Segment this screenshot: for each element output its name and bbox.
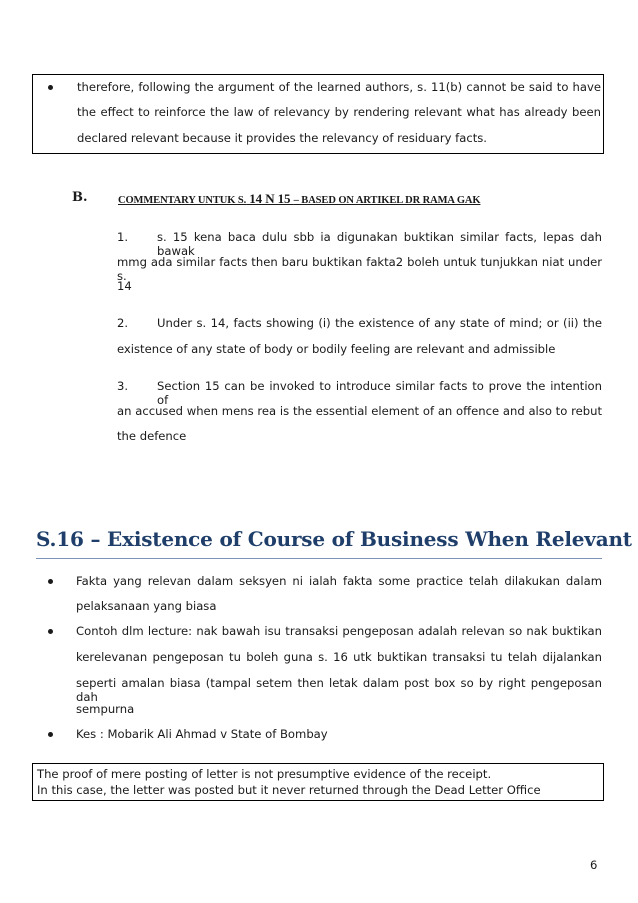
section-s16-heading: S.16 – Existence of Course of Business When Relevant xyxy=(36,527,632,551)
item-2-line-1: Under s. 14, facts showing (i) the existence of any state of mind; or (ii) the xyxy=(157,316,602,330)
s16-bullet-1-line-2: pelaksanaan yang biasa xyxy=(76,599,217,613)
s16-bullet-2-line-2: kerelevanan pengeposan tu boleh guna s. 16 utk buktikan transaksi tu telah dijalankan xyxy=(76,650,602,664)
section-b-title-part3: – BASED ON ARTIKEL DR RAMA GAK xyxy=(293,195,481,206)
item-1-line-2: mmg ada similar facts then baru buktikan fakta2 boleh untuk tunjukkan niat under s. xyxy=(117,255,602,283)
top-note-box xyxy=(32,74,604,154)
item-3-line-2: an accused when mens rea is the essential element of an offence and also to rebut xyxy=(117,404,602,418)
section-b-title-part1: COMMENTARY UNTUK S. xyxy=(118,195,247,206)
heading-underline xyxy=(36,558,602,559)
top-line-1: therefore, following the argument of the learned authors, s. 11(b) cannot be said to have xyxy=(77,80,601,94)
s16-bullet-2-line-4: sempurna xyxy=(76,702,135,716)
top-line-3: declared relevant because it provides the relevancy of residuary facts. xyxy=(77,131,487,145)
item-2-number: 2. xyxy=(117,316,129,330)
bullet-icon xyxy=(48,732,53,737)
bottom-line-2: In this case, the letter was posted but it never returned through the Dead Letter Office xyxy=(37,783,541,797)
section-b-title-part2: 14 N 15 xyxy=(246,191,294,206)
bottom-line-1: The proof of mere posting of letter is not presumptive evidence of the receipt. xyxy=(37,767,492,781)
s16-bullet-2-line-1: Contoh dlm lecture: nak bawah isu transaksi pengeposan adalah relevan so nak buktikan xyxy=(76,624,602,638)
section-b-title xyxy=(118,191,480,207)
item-1-line-1: s. 15 kena baca dulu sbb ia digunakan buktikan similar facts, lepas dah bawak xyxy=(157,230,602,258)
s16-bullet-2-line-3: seperti amalan biasa (tampal setem then letak dalam post box so by right pengeposan dah xyxy=(76,676,602,704)
item-1-number: 1. xyxy=(117,230,129,244)
s16-bullet-1-line-1: Fakta yang relevan dalam seksyen ni ialah fakta some practice telah dilakukan dalam xyxy=(76,574,602,588)
item-3-number: 3. xyxy=(117,379,129,393)
section-b-label: B. xyxy=(72,190,88,205)
bullet-icon xyxy=(48,85,53,90)
item-3-line-1: Section 15 can be invoked to introduce similar facts to prove the intention of xyxy=(157,379,602,407)
top-line-2: the effect to reinforce the law of relevancy by rendering relevant what has already been xyxy=(77,105,601,119)
item-3-line-3: the defence xyxy=(117,429,187,443)
bottom-note-box xyxy=(32,763,604,801)
s16-bullet-3-line-1: Kes : Mobarik Ali Ahmad v State of Bombay xyxy=(76,727,328,741)
page-number: 6 xyxy=(590,858,598,872)
item-2-line-2: existence of any state of body or bodily feeling are relevant and admissible xyxy=(117,342,556,356)
bullet-icon xyxy=(48,629,53,634)
bullet-icon xyxy=(48,579,53,584)
item-1-line-3: 14 xyxy=(117,279,132,293)
